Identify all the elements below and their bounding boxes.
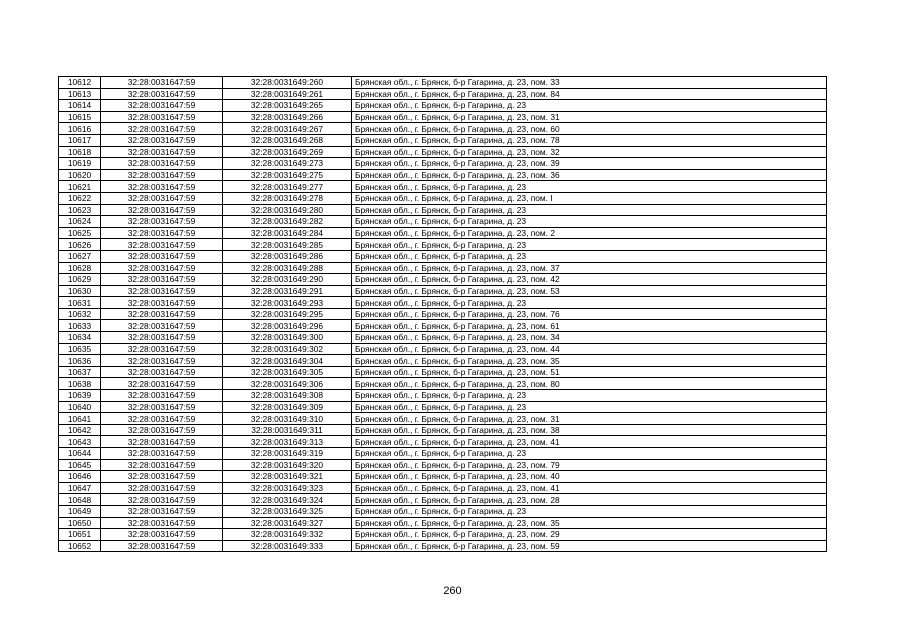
parcel-number-cell: 32:28:0031647:59 bbox=[101, 88, 223, 100]
object-number-cell: 32:28:0031649:268 bbox=[223, 134, 352, 146]
row-number-cell: 10615 bbox=[59, 111, 101, 123]
address-cell: Брянская обл., г. Брянск, б-р Гагарина, д. 23, пом. 53 bbox=[352, 285, 827, 297]
object-number-cell: 32:28:0031649:269 bbox=[223, 146, 352, 158]
parcel-number-cell: 32:28:0031647:59 bbox=[101, 77, 223, 89]
table-row bbox=[59, 262, 827, 274]
row-number-cell: 10647 bbox=[59, 482, 101, 494]
row-number-cell: 10637 bbox=[59, 366, 101, 378]
object-number-cell: 32:28:0031649:288 bbox=[223, 262, 352, 274]
object-number-cell: 32:28:0031649:295 bbox=[223, 308, 352, 320]
object-number-cell: 32:28:0031649:266 bbox=[223, 111, 352, 123]
address-cell: Брянская обл., г. Брянск, б-р Гагарина, д. 23, пом. I bbox=[352, 192, 827, 204]
parcel-number-cell: 32:28:0031647:59 bbox=[101, 158, 223, 170]
row-number-cell: 10638 bbox=[59, 378, 101, 390]
row-number-cell: 10616 bbox=[59, 123, 101, 135]
address-cell: Брянская обл., г. Брянск, б-р Гагарина, д. 23, пом. 60 bbox=[352, 123, 827, 135]
table-row bbox=[59, 436, 827, 448]
row-number-cell: 10646 bbox=[59, 471, 101, 483]
parcel-number-cell: 32:28:0031647:59 bbox=[101, 494, 223, 506]
address-cell: Брянская обл., г. Брянск, б-р Гагарина, д. 23, пом. 79 bbox=[352, 459, 827, 471]
object-number-cell: 32:28:0031649:280 bbox=[223, 204, 352, 216]
table-row bbox=[59, 239, 827, 251]
object-number-cell: 32:28:0031649:265 bbox=[223, 100, 352, 112]
table-row bbox=[59, 424, 827, 436]
row-number-cell: 10626 bbox=[59, 239, 101, 251]
parcel-number-cell: 32:28:0031647:59 bbox=[101, 111, 223, 123]
row-number-cell: 10642 bbox=[59, 424, 101, 436]
object-number-cell: 32:28:0031649:327 bbox=[223, 517, 352, 529]
parcel-number-cell: 32:28:0031647:59 bbox=[101, 169, 223, 181]
table-row bbox=[59, 390, 827, 402]
address-cell: Брянская обл., г. Брянск, б-р Гагарина, д. 23 bbox=[352, 250, 827, 262]
row-number-cell: 10629 bbox=[59, 274, 101, 286]
page-number: 260 bbox=[443, 585, 462, 597]
table-row bbox=[59, 158, 827, 170]
address-cell: Брянская обл., г. Брянск, б-р Гагарина, д. 23 bbox=[352, 181, 827, 193]
object-number-cell: 32:28:0031649:285 bbox=[223, 239, 352, 251]
object-number-cell: 32:28:0031649:273 bbox=[223, 158, 352, 170]
address-cell: Брянская обл., г. Брянск, б-р Гагарина, д. 23, пом. 78 bbox=[352, 134, 827, 146]
table-row bbox=[59, 169, 827, 181]
table-row bbox=[59, 123, 827, 135]
parcel-number-cell: 32:28:0031647:59 bbox=[101, 343, 223, 355]
address-cell: Брянская обл., г. Брянск, б-р Гагарина, д. 23, пом. 84 bbox=[352, 88, 827, 100]
parcel-number-cell: 32:28:0031647:59 bbox=[101, 297, 223, 309]
address-cell: Брянская обл., г. Брянск, б-р Гагарина, д. 23, пом. 32 bbox=[352, 146, 827, 158]
object-number-cell: 32:28:0031649:293 bbox=[223, 297, 352, 309]
parcel-number-cell: 32:28:0031647:59 bbox=[101, 436, 223, 448]
address-cell: Брянская обл., г. Брянск, б-р Гагарина, д. 23 bbox=[352, 505, 827, 517]
row-number-cell: 10644 bbox=[59, 448, 101, 460]
address-cell: Брянская обл., г. Брянск, б-р Гагарина, д. 23, пом. 61 bbox=[352, 320, 827, 332]
row-number-cell: 10650 bbox=[59, 517, 101, 529]
parcel-number-cell: 32:28:0031647:59 bbox=[101, 459, 223, 471]
parcel-number-cell: 32:28:0031647:59 bbox=[101, 517, 223, 529]
table-row bbox=[59, 181, 827, 193]
object-number-cell: 32:28:0031649:286 bbox=[223, 250, 352, 262]
row-number-cell: 10630 bbox=[59, 285, 101, 297]
row-number-cell: 10641 bbox=[59, 413, 101, 425]
object-number-cell: 32:28:0031649:320 bbox=[223, 459, 352, 471]
parcel-number-cell: 32:28:0031647:59 bbox=[101, 390, 223, 402]
object-number-cell: 32:28:0031649:308 bbox=[223, 390, 352, 402]
table-row bbox=[59, 540, 827, 552]
object-number-cell: 32:28:0031649:325 bbox=[223, 505, 352, 517]
object-number-cell: 32:28:0031649:333 bbox=[223, 540, 352, 552]
parcel-number-cell: 32:28:0031647:59 bbox=[101, 100, 223, 112]
table-row bbox=[59, 343, 827, 355]
parcel-number-cell: 32:28:0031647:59 bbox=[101, 308, 223, 320]
row-number-cell: 10612 bbox=[59, 77, 101, 89]
table-row bbox=[59, 366, 827, 378]
table-row bbox=[59, 320, 827, 332]
address-cell: Брянская обл., г. Брянск, б-р Гагарина, д. 23 bbox=[352, 297, 827, 309]
row-number-cell: 10648 bbox=[59, 494, 101, 506]
address-cell: Брянская обл., г. Брянск, б-р Гагарина, д. 23, пом. 29 bbox=[352, 529, 827, 541]
object-number-cell: 32:28:0031649:323 bbox=[223, 482, 352, 494]
row-number-cell: 10635 bbox=[59, 343, 101, 355]
object-number-cell: 32:28:0031649:267 bbox=[223, 123, 352, 135]
parcel-number-cell: 32:28:0031647:59 bbox=[101, 239, 223, 251]
table-row bbox=[59, 482, 827, 494]
address-cell: Брянская обл., г. Брянск, б-р Гагарина, д. 23, пом. 59 bbox=[352, 540, 827, 552]
registry-table-body bbox=[59, 77, 827, 552]
parcel-number-cell: 32:28:0031647:59 bbox=[101, 378, 223, 390]
row-number-cell: 10651 bbox=[59, 529, 101, 541]
row-number-cell: 10636 bbox=[59, 355, 101, 367]
object-number-cell: 32:28:0031649:313 bbox=[223, 436, 352, 448]
object-number-cell: 32:28:0031649:305 bbox=[223, 366, 352, 378]
row-number-cell: 10617 bbox=[59, 134, 101, 146]
table-row bbox=[59, 517, 827, 529]
row-number-cell: 10633 bbox=[59, 320, 101, 332]
table-row bbox=[59, 216, 827, 228]
row-number-cell: 10652 bbox=[59, 540, 101, 552]
parcel-number-cell: 32:28:0031647:59 bbox=[101, 366, 223, 378]
row-number-cell: 10622 bbox=[59, 192, 101, 204]
address-cell: Брянская обл., г. Брянск, б-р Гагарина, д. 23, пом. 28 bbox=[352, 494, 827, 506]
parcel-number-cell: 32:28:0031647:59 bbox=[101, 204, 223, 216]
address-cell: Брянская обл., г. Брянск, б-р Гагарина, д. 23, пом. 42 bbox=[352, 274, 827, 286]
row-number-cell: 10625 bbox=[59, 227, 101, 239]
address-cell: Брянская обл., г. Брянск, б-р Гагарина, д. 23 bbox=[352, 216, 827, 228]
object-number-cell: 32:28:0031649:321 bbox=[223, 471, 352, 483]
table-row bbox=[59, 378, 827, 390]
table-row bbox=[59, 285, 827, 297]
parcel-number-cell: 32:28:0031647:59 bbox=[101, 529, 223, 541]
object-number-cell: 32:28:0031649:278 bbox=[223, 192, 352, 204]
row-number-cell: 10640 bbox=[59, 401, 101, 413]
parcel-number-cell: 32:28:0031647:59 bbox=[101, 262, 223, 274]
parcel-number-cell: 32:28:0031647:59 bbox=[101, 320, 223, 332]
parcel-number-cell: 32:28:0031647:59 bbox=[101, 424, 223, 436]
object-number-cell: 32:28:0031649:304 bbox=[223, 355, 352, 367]
parcel-number-cell: 32:28:0031647:59 bbox=[101, 134, 223, 146]
parcel-number-cell: 32:28:0031647:59 bbox=[101, 285, 223, 297]
address-cell: Брянская обл., г. Брянск, б-р Гагарина, д. 23, пом. 76 bbox=[352, 308, 827, 320]
address-cell: Брянская обл., г. Брянск, б-р Гагарина, д. 23, пом. 37 bbox=[352, 262, 827, 274]
address-cell: Брянская обл., г. Брянск, б-р Гагарина, д. 23 bbox=[352, 100, 827, 112]
table-row bbox=[59, 355, 827, 367]
address-cell: Брянская обл., г. Брянск, б-р Гагарина, д. 23 bbox=[352, 204, 827, 216]
object-number-cell: 32:28:0031649:277 bbox=[223, 181, 352, 193]
parcel-number-cell: 32:28:0031647:59 bbox=[101, 482, 223, 494]
object-number-cell: 32:28:0031649:300 bbox=[223, 332, 352, 344]
table-row bbox=[59, 250, 827, 262]
object-number-cell: 32:28:0031649:290 bbox=[223, 274, 352, 286]
parcel-number-cell: 32:28:0031647:59 bbox=[101, 413, 223, 425]
row-number-cell: 10639 bbox=[59, 390, 101, 402]
object-number-cell: 32:28:0031649:319 bbox=[223, 448, 352, 460]
address-cell: Брянская обл., г. Брянск, б-р Гагарина, д. 23, пом. 2 bbox=[352, 227, 827, 239]
row-number-cell: 10627 bbox=[59, 250, 101, 262]
parcel-number-cell: 32:28:0031647:59 bbox=[101, 227, 223, 239]
table-row bbox=[59, 401, 827, 413]
table-row bbox=[59, 448, 827, 460]
object-number-cell: 32:28:0031649:282 bbox=[223, 216, 352, 228]
address-cell: Брянская обл., г. Брянск, б-р Гагарина, д. 23, пом. 31 bbox=[352, 111, 827, 123]
table-row bbox=[59, 308, 827, 320]
object-number-cell: 32:28:0031649:311 bbox=[223, 424, 352, 436]
row-number-cell: 10624 bbox=[59, 216, 101, 228]
parcel-number-cell: 32:28:0031647:59 bbox=[101, 401, 223, 413]
parcel-number-cell: 32:28:0031647:59 bbox=[101, 146, 223, 158]
object-number-cell: 32:28:0031649:324 bbox=[223, 494, 352, 506]
address-cell: Брянская обл., г. Брянск, б-р Гагарина, д. 23, пом. 44 bbox=[352, 343, 827, 355]
parcel-number-cell: 32:28:0031647:59 bbox=[101, 332, 223, 344]
object-number-cell: 32:28:0031649:309 bbox=[223, 401, 352, 413]
registry-table bbox=[58, 76, 827, 552]
address-cell: Брянская обл., г. Брянск, б-р Гагарина, д. 23, пом. 41 bbox=[352, 436, 827, 448]
address-cell: Брянская обл., г. Брянск, б-р Гагарина, д. 23, пом. 31 bbox=[352, 413, 827, 425]
table-row bbox=[59, 204, 827, 216]
parcel-number-cell: 32:28:0031647:59 bbox=[101, 250, 223, 262]
address-cell: Брянская обл., г. Брянск, б-р Гагарина, д. 23, пом. 80 bbox=[352, 378, 827, 390]
address-cell: Брянская обл., г. Брянск, б-р Гагарина, д. 23, пом. 41 bbox=[352, 482, 827, 494]
table-row bbox=[59, 494, 827, 506]
table-row bbox=[59, 297, 827, 309]
row-number-cell: 10632 bbox=[59, 308, 101, 320]
row-number-cell: 10628 bbox=[59, 262, 101, 274]
object-number-cell: 32:28:0031649:275 bbox=[223, 169, 352, 181]
table-row bbox=[59, 111, 827, 123]
address-cell: Брянская обл., г. Брянск, б-р Гагарина, д. 23, пом. 34 bbox=[352, 332, 827, 344]
row-number-cell: 10649 bbox=[59, 505, 101, 517]
table-row bbox=[59, 505, 827, 517]
address-cell: Брянская обл., г. Брянск, б-р Гагарина, д. 23, пом. 36 bbox=[352, 169, 827, 181]
parcel-number-cell: 32:28:0031647:59 bbox=[101, 540, 223, 552]
object-number-cell: 32:28:0031649:291 bbox=[223, 285, 352, 297]
parcel-number-cell: 32:28:0031647:59 bbox=[101, 181, 223, 193]
address-cell: Брянская обл., г. Брянск, б-р Гагарина, д. 23, пом. 38 bbox=[352, 424, 827, 436]
object-number-cell: 32:28:0031649:310 bbox=[223, 413, 352, 425]
address-cell: Брянская обл., г. Брянск, б-р Гагарина, д. 23, пом. 35 bbox=[352, 517, 827, 529]
table-row bbox=[59, 100, 827, 112]
object-number-cell: 32:28:0031649:261 bbox=[223, 88, 352, 100]
row-number-cell: 10643 bbox=[59, 436, 101, 448]
table-row bbox=[59, 332, 827, 344]
address-cell: Брянская обл., г. Брянск, б-р Гагарина, д. 23 bbox=[352, 448, 827, 460]
row-number-cell: 10621 bbox=[59, 181, 101, 193]
parcel-number-cell: 32:28:0031647:59 bbox=[101, 448, 223, 460]
row-number-cell: 10631 bbox=[59, 297, 101, 309]
address-cell: Брянская обл., г. Брянск, б-р Гагарина, д. 23 bbox=[352, 401, 827, 413]
parcel-number-cell: 32:28:0031647:59 bbox=[101, 355, 223, 367]
address-cell: Брянская обл., г. Брянск, б-р Гагарина, д. 23, пом. 39 bbox=[352, 158, 827, 170]
address-cell: Брянская обл., г. Брянск, б-р Гагарина, д. 23, пом. 33 bbox=[352, 77, 827, 89]
table-row bbox=[59, 77, 827, 89]
address-cell: Брянская обл., г. Брянск, б-р Гагарина, д. 23 bbox=[352, 390, 827, 402]
row-number-cell: 10614 bbox=[59, 100, 101, 112]
table-row bbox=[59, 413, 827, 425]
object-number-cell: 32:28:0031649:284 bbox=[223, 227, 352, 239]
address-cell: Брянская обл., г. Брянск, б-р Гагарина, д. 23 bbox=[352, 239, 827, 251]
row-number-cell: 10613 bbox=[59, 88, 101, 100]
parcel-number-cell: 32:28:0031647:59 bbox=[101, 216, 223, 228]
address-cell: Брянская обл., г. Брянск, б-р Гагарина, д. 23, пом. 40 bbox=[352, 471, 827, 483]
address-cell: Брянская обл., г. Брянск, б-р Гагарина, д. 23, пом. 35 bbox=[352, 355, 827, 367]
table-row bbox=[59, 227, 827, 239]
table-row bbox=[59, 274, 827, 286]
table-row bbox=[59, 192, 827, 204]
row-number-cell: 10619 bbox=[59, 158, 101, 170]
object-number-cell: 32:28:0031649:306 bbox=[223, 378, 352, 390]
table-row bbox=[59, 471, 827, 483]
table-row bbox=[59, 459, 827, 471]
table-row bbox=[59, 88, 827, 100]
object-number-cell: 32:28:0031649:332 bbox=[223, 529, 352, 541]
parcel-number-cell: 32:28:0031647:59 bbox=[101, 192, 223, 204]
parcel-number-cell: 32:28:0031647:59 bbox=[101, 471, 223, 483]
parcel-number-cell: 32:28:0031647:59 bbox=[101, 123, 223, 135]
parcel-number-cell: 32:28:0031647:59 bbox=[101, 274, 223, 286]
row-number-cell: 10618 bbox=[59, 146, 101, 158]
parcel-number-cell: 32:28:0031647:59 bbox=[101, 505, 223, 517]
table-row bbox=[59, 134, 827, 146]
table-row bbox=[59, 529, 827, 541]
table-row bbox=[59, 146, 827, 158]
row-number-cell: 10645 bbox=[59, 459, 101, 471]
row-number-cell: 10620 bbox=[59, 169, 101, 181]
address-cell: Брянская обл., г. Брянск, б-р Гагарина, д. 23, пом. 51 bbox=[352, 366, 827, 378]
row-number-cell: 10623 bbox=[59, 204, 101, 216]
object-number-cell: 32:28:0031649:260 bbox=[223, 77, 352, 89]
row-number-cell: 10634 bbox=[59, 332, 101, 344]
object-number-cell: 32:28:0031649:296 bbox=[223, 320, 352, 332]
object-number-cell: 32:28:0031649:302 bbox=[223, 343, 352, 355]
